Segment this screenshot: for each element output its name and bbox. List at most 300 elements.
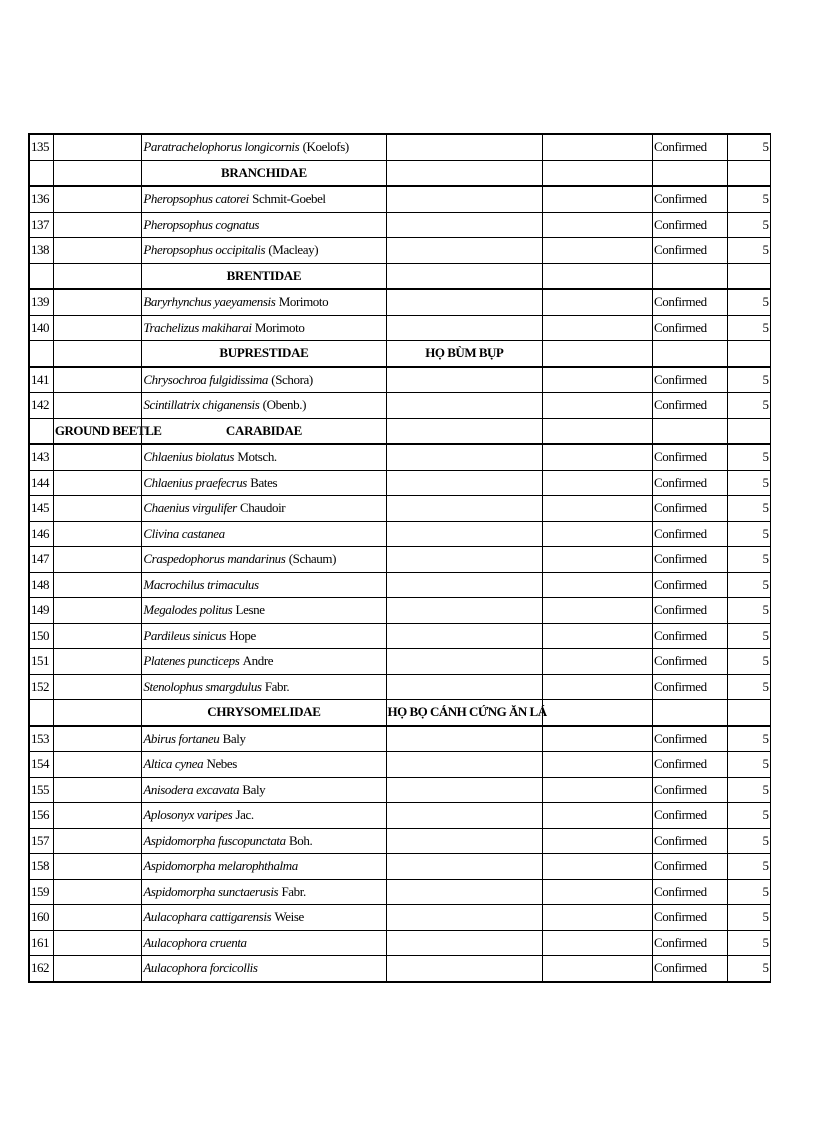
family-header-row <box>29 341 771 367</box>
value-cell: 5 <box>728 470 771 496</box>
vietnamese-name-cell <box>386 828 543 854</box>
vietnamese-name-cell <box>386 674 543 700</box>
empty-cell <box>543 854 653 880</box>
value-cell: 5 <box>728 572 771 598</box>
scientific-name-cell <box>142 752 386 778</box>
species-row <box>29 393 771 419</box>
species-row <box>29 238 771 264</box>
vietnamese-name-cell: HỌ BỌ CÁNH CỨNG ĂN LÁ <box>386 700 543 726</box>
scientific-name-cell <box>142 879 386 905</box>
status-cell: Confirmed <box>652 726 727 752</box>
genus-species-text: Aspidomorpha sunctaerusis <box>143 883 279 899</box>
vietnamese-name-cell <box>386 418 543 444</box>
row-number-cell <box>29 263 53 289</box>
species-row <box>29 956 771 982</box>
family-header-row <box>29 700 771 726</box>
status-cell: Confirmed <box>652 444 727 470</box>
author-text: Andre <box>242 653 274 669</box>
scientific-name-cell <box>142 212 386 238</box>
species-row <box>29 623 771 649</box>
status-cell <box>652 341 727 367</box>
scientific-name-cell <box>142 393 386 419</box>
vietnamese-name-cell <box>386 367 543 393</box>
status-cell: Confirmed <box>652 854 727 880</box>
empty-cell <box>543 496 653 522</box>
common-name-cell <box>53 160 141 186</box>
status-cell: Confirmed <box>652 134 727 160</box>
value-cell <box>728 341 771 367</box>
vietnamese-name-cell <box>386 649 543 675</box>
vietnamese-name-cell <box>386 289 543 315</box>
scientific-name-cell <box>142 444 386 470</box>
author-text: Schmit-Goebel <box>252 191 326 207</box>
row-number-cell: 149 <box>29 598 53 624</box>
status-cell: Confirmed <box>652 289 727 315</box>
row-number-cell: 144 <box>29 470 53 496</box>
scientific-name-cell <box>142 315 386 341</box>
species-row <box>29 905 771 931</box>
empty-cell <box>543 263 653 289</box>
species-row <box>29 315 771 341</box>
empty-cell <box>543 905 653 931</box>
value-cell: 5 <box>728 854 771 880</box>
status-cell: Confirmed <box>652 521 727 547</box>
genus-species-text: Aulacophora cruenta <box>143 934 247 950</box>
row-number-cell: 139 <box>29 289 53 315</box>
value-cell: 5 <box>728 649 771 675</box>
empty-cell <box>543 572 653 598</box>
status-cell: Confirmed <box>652 367 727 393</box>
species-row <box>29 649 771 675</box>
empty-cell <box>543 623 653 649</box>
value-cell: 5 <box>728 547 771 573</box>
value-cell <box>728 263 771 289</box>
row-number-cell: 143 <box>29 444 53 470</box>
status-cell: Confirmed <box>652 930 727 956</box>
genus-species-text: Paratrachelophorus longicornis <box>143 139 300 155</box>
status-cell <box>652 418 727 444</box>
row-number-cell: 145 <box>29 496 53 522</box>
author-text: (Koelofs) <box>302 139 349 155</box>
row-number-cell: 161 <box>29 930 53 956</box>
author-text: Baly <box>242 781 266 797</box>
common-name-cell <box>53 521 141 547</box>
status-cell <box>652 160 727 186</box>
vietnamese-name-cell <box>386 930 543 956</box>
genus-species-text: Aspidomorpha fuscopunctata <box>143 832 286 848</box>
common-name-cell <box>53 470 141 496</box>
genus-species-text: Stenolophus smargdulus <box>143 678 262 694</box>
value-cell: 5 <box>728 186 771 212</box>
value-cell: 5 <box>728 879 771 905</box>
value-cell: 5 <box>728 521 771 547</box>
genus-species-text: Anisodera excavata <box>143 781 240 797</box>
common-name-cell <box>53 649 141 675</box>
value-cell: 5 <box>728 803 771 829</box>
family-name-cell: BRENTIDAE <box>142 263 386 289</box>
value-cell: 5 <box>728 134 771 160</box>
author-text: Motsch. <box>237 449 277 465</box>
species-row <box>29 289 771 315</box>
row-number-cell: 162 <box>29 956 53 982</box>
empty-cell <box>543 521 653 547</box>
row-number-cell: 153 <box>29 726 53 752</box>
status-cell: Confirmed <box>652 649 727 675</box>
author-text: Hope <box>229 627 256 643</box>
vietnamese-name-cell <box>386 496 543 522</box>
scientific-name-cell <box>142 367 386 393</box>
scientific-name-cell <box>142 649 386 675</box>
empty-cell <box>543 134 653 160</box>
row-number-cell: 155 <box>29 777 53 803</box>
author-text: Fabr. <box>264 678 290 694</box>
scientific-name-cell <box>142 572 386 598</box>
common-name-cell <box>53 956 141 982</box>
row-number-cell: 146 <box>29 521 53 547</box>
empty-cell <box>543 649 653 675</box>
genus-species-text: Megalodes politus <box>143 602 233 618</box>
value-cell: 5 <box>728 238 771 264</box>
vietnamese-name-cell <box>386 238 543 264</box>
vietnamese-name-cell <box>386 854 543 880</box>
vietnamese-name-cell: HỌ BÙM BỤP <box>386 341 543 367</box>
scientific-name-cell <box>142 521 386 547</box>
scientific-name-cell <box>142 674 386 700</box>
family-name-cell: BUPRESTIDAE <box>142 341 386 367</box>
species-row <box>29 496 771 522</box>
common-name-cell <box>53 803 141 829</box>
genus-species-text: Chrysochroa fulgidissima <box>143 371 269 387</box>
genus-species-text: Aulacophara cattigarensis <box>143 909 272 925</box>
vietnamese-name-cell <box>386 134 543 160</box>
author-text: Boh. <box>289 832 313 848</box>
value-cell: 5 <box>728 674 771 700</box>
author-text: (Obenb.) <box>262 397 307 413</box>
species-table <box>28 133 771 983</box>
status-cell: Confirmed <box>652 828 727 854</box>
row-number-cell: 142 <box>29 393 53 419</box>
family-name-cell: CHRYSOMELIDAE <box>142 700 386 726</box>
value-cell: 5 <box>728 315 771 341</box>
vietnamese-name-cell <box>386 315 543 341</box>
empty-cell <box>543 444 653 470</box>
common-name-cell <box>53 444 141 470</box>
family-header-row <box>29 418 771 444</box>
status-cell: Confirmed <box>652 496 727 522</box>
vietnamese-name-cell <box>386 393 543 419</box>
genus-species-text: Pheropsophus cognatus <box>143 216 260 232</box>
species-row <box>29 777 771 803</box>
row-number-cell: 140 <box>29 315 53 341</box>
common-name-cell <box>53 186 141 212</box>
value-cell: 5 <box>728 598 771 624</box>
scientific-name-cell <box>142 828 386 854</box>
row-number-cell: 136 <box>29 186 53 212</box>
genus-species-text: Platenes puncticeps <box>143 653 240 669</box>
value-cell: 5 <box>728 393 771 419</box>
status-cell: Confirmed <box>652 470 727 496</box>
vietnamese-name-cell <box>386 186 543 212</box>
species-row <box>29 547 771 573</box>
row-number-cell <box>29 700 53 726</box>
author-text: (Macleay) <box>268 242 319 258</box>
author-text: Fabr. <box>281 883 306 899</box>
empty-cell <box>543 879 653 905</box>
vietnamese-name-cell <box>386 879 543 905</box>
vietnamese-name-cell <box>386 470 543 496</box>
common-name-cell <box>53 547 141 573</box>
vietnamese-name-cell <box>386 263 543 289</box>
row-number-cell: 147 <box>29 547 53 573</box>
species-row <box>29 879 771 905</box>
species-row <box>29 854 771 880</box>
author-text: Jac. <box>235 807 254 823</box>
author-text: (Schora) <box>271 371 313 387</box>
status-cell: Confirmed <box>652 186 727 212</box>
row-number-cell: 138 <box>29 238 53 264</box>
vietnamese-name-cell <box>386 212 543 238</box>
row-number-cell: 152 <box>29 674 53 700</box>
genus-species-text: Clivina castanea <box>143 525 225 541</box>
genus-species-text: Pheropsophus occipitalis <box>143 242 266 258</box>
value-cell: 5 <box>728 623 771 649</box>
common-name-cell <box>53 930 141 956</box>
status-cell <box>652 263 727 289</box>
value-cell <box>728 418 771 444</box>
genus-species-text: Aspidomorpha melarophthalma <box>143 858 298 874</box>
common-name-cell <box>53 598 141 624</box>
value-cell <box>728 160 771 186</box>
common-name-cell <box>53 700 141 726</box>
value-cell: 5 <box>728 496 771 522</box>
value-cell: 5 <box>728 444 771 470</box>
status-cell: Confirmed <box>652 752 727 778</box>
scientific-name-cell <box>142 496 386 522</box>
status-cell: Confirmed <box>652 905 727 931</box>
vietnamese-name-cell <box>386 521 543 547</box>
common-name-cell <box>53 777 141 803</box>
common-name-cell <box>53 623 141 649</box>
empty-cell <box>543 470 653 496</box>
status-cell <box>652 700 727 726</box>
empty-cell <box>543 418 653 444</box>
status-cell: Confirmed <box>652 803 727 829</box>
common-name-cell <box>53 315 141 341</box>
common-name-cell <box>53 752 141 778</box>
empty-cell <box>543 289 653 315</box>
scientific-name-cell <box>142 470 386 496</box>
row-number-cell: 150 <box>29 623 53 649</box>
empty-cell <box>543 598 653 624</box>
empty-cell <box>543 315 653 341</box>
genus-species-text: Pheropsophus catorei <box>143 191 249 207</box>
scientific-name-cell <box>142 289 386 315</box>
common-name-cell <box>53 828 141 854</box>
scientific-name-cell <box>142 238 386 264</box>
species-row <box>29 134 771 160</box>
scientific-name-cell <box>142 726 386 752</box>
vietnamese-name-cell <box>386 160 543 186</box>
species-row <box>29 752 771 778</box>
scientific-name-cell <box>142 777 386 803</box>
status-cell: Confirmed <box>652 238 727 264</box>
author-text: Weise <box>274 909 304 925</box>
value-cell: 5 <box>728 777 771 803</box>
status-cell: Confirmed <box>652 393 727 419</box>
empty-cell <box>543 828 653 854</box>
common-name-cell: GROUND BEETLE <box>53 418 141 444</box>
row-number-cell: 154 <box>29 752 53 778</box>
species-row <box>29 186 771 212</box>
species-row <box>29 212 771 238</box>
common-name-cell <box>53 572 141 598</box>
scientific-name-cell <box>142 905 386 931</box>
row-number-cell <box>29 418 53 444</box>
empty-cell <box>543 393 653 419</box>
value-cell: 5 <box>728 212 771 238</box>
scientific-name-cell <box>142 598 386 624</box>
author-text: (Schaum) <box>288 551 337 567</box>
empty-cell <box>543 956 653 982</box>
species-table-body <box>29 134 771 982</box>
empty-cell <box>543 752 653 778</box>
common-name-cell <box>53 263 141 289</box>
species-row <box>29 521 771 547</box>
row-number-cell: 137 <box>29 212 53 238</box>
value-cell: 5 <box>728 367 771 393</box>
status-cell: Confirmed <box>652 879 727 905</box>
status-cell: Confirmed <box>652 777 727 803</box>
value-cell: 5 <box>728 752 771 778</box>
common-name-cell <box>53 212 141 238</box>
empty-cell <box>543 674 653 700</box>
value-cell: 5 <box>728 930 771 956</box>
value-cell: 5 <box>728 828 771 854</box>
vietnamese-name-cell <box>386 444 543 470</box>
species-row <box>29 726 771 752</box>
vietnamese-name-cell <box>386 623 543 649</box>
species-row <box>29 572 771 598</box>
genus-species-text: Abirus fortaneu <box>143 730 220 746</box>
row-number-cell: 141 <box>29 367 53 393</box>
status-cell: Confirmed <box>652 674 727 700</box>
author-text: Bates <box>250 474 278 490</box>
common-name-cell <box>53 674 141 700</box>
row-number-cell: 156 <box>29 803 53 829</box>
genus-species-text: Baryrhynchus yaeyamensis <box>143 294 276 310</box>
common-name-cell <box>53 879 141 905</box>
row-number-cell: 159 <box>29 879 53 905</box>
common-name-cell <box>53 393 141 419</box>
author-text: Nebes <box>206 756 237 772</box>
row-number-cell <box>29 160 53 186</box>
vietnamese-name-cell <box>386 905 543 931</box>
status-cell: Confirmed <box>652 212 727 238</box>
vietnamese-name-cell <box>386 547 543 573</box>
species-row <box>29 674 771 700</box>
empty-cell <box>543 160 653 186</box>
genus-species-text: Chlaenius praefecrus <box>143 474 247 490</box>
scientific-name-cell <box>142 854 386 880</box>
author-text: Lesne <box>235 602 265 618</box>
genus-species-text: Aplosonyx varipes <box>143 807 233 823</box>
species-row <box>29 444 771 470</box>
empty-cell <box>543 341 653 367</box>
family-header-row <box>29 263 771 289</box>
genus-species-text: Scintillatrix chiganensis <box>143 397 260 413</box>
empty-cell <box>543 238 653 264</box>
empty-cell <box>543 186 653 212</box>
row-number-cell: 158 <box>29 854 53 880</box>
author-text: Morimoto <box>278 294 329 310</box>
value-cell: 5 <box>728 726 771 752</box>
genus-species-text: Altica cynea <box>143 756 204 772</box>
genus-species-text: Chaenius virgulifer <box>143 500 237 516</box>
value-cell: 5 <box>728 905 771 931</box>
value-cell: 5 <box>728 289 771 315</box>
scientific-name-cell <box>142 956 386 982</box>
genus-species-text: Aulacophora forcicollis <box>143 960 258 976</box>
status-cell: Confirmed <box>652 315 727 341</box>
common-name-cell <box>53 905 141 931</box>
vietnamese-name-cell <box>386 777 543 803</box>
row-number-cell: 135 <box>29 134 53 160</box>
species-row <box>29 470 771 496</box>
vietnamese-name-cell <box>386 572 543 598</box>
row-number-cell: 157 <box>29 828 53 854</box>
empty-cell <box>543 547 653 573</box>
genus-species-text: Craspedophorus mandarinus <box>143 551 286 567</box>
author-text: Chaudoir <box>240 500 286 516</box>
family-name-cell: CARABIDAE <box>142 418 386 444</box>
common-name-cell <box>53 341 141 367</box>
genus-species-text: Chlaenius biolatus <box>143 449 235 465</box>
status-cell: Confirmed <box>652 623 727 649</box>
scientific-name-cell <box>142 623 386 649</box>
scientific-name-cell <box>142 547 386 573</box>
empty-cell <box>543 930 653 956</box>
empty-cell <box>543 700 653 726</box>
common-name-cell <box>53 854 141 880</box>
genus-species-text: Trachelizus makiharai <box>143 319 252 335</box>
scientific-name-cell <box>142 803 386 829</box>
vietnamese-name-cell <box>386 752 543 778</box>
scientific-name-cell <box>142 186 386 212</box>
common-name-cell <box>53 367 141 393</box>
common-name-cell <box>53 496 141 522</box>
row-number-cell: 148 <box>29 572 53 598</box>
vietnamese-name-cell <box>386 803 543 829</box>
empty-cell <box>543 777 653 803</box>
empty-cell <box>543 212 653 238</box>
vietnamese-name-cell <box>386 598 543 624</box>
vietnamese-name-cell <box>386 956 543 982</box>
row-number-cell: 151 <box>29 649 53 675</box>
empty-cell <box>543 726 653 752</box>
status-cell: Confirmed <box>652 572 727 598</box>
species-row <box>29 367 771 393</box>
species-row <box>29 828 771 854</box>
value-cell: 5 <box>728 956 771 982</box>
common-name-cell <box>53 289 141 315</box>
author-text: Baly <box>222 730 246 746</box>
status-cell: Confirmed <box>652 547 727 573</box>
author-text: Morimoto <box>254 319 305 335</box>
species-row <box>29 930 771 956</box>
common-name-cell <box>53 726 141 752</box>
genus-species-text: Pardileus sinicus <box>143 627 227 643</box>
row-number-cell: 160 <box>29 905 53 931</box>
